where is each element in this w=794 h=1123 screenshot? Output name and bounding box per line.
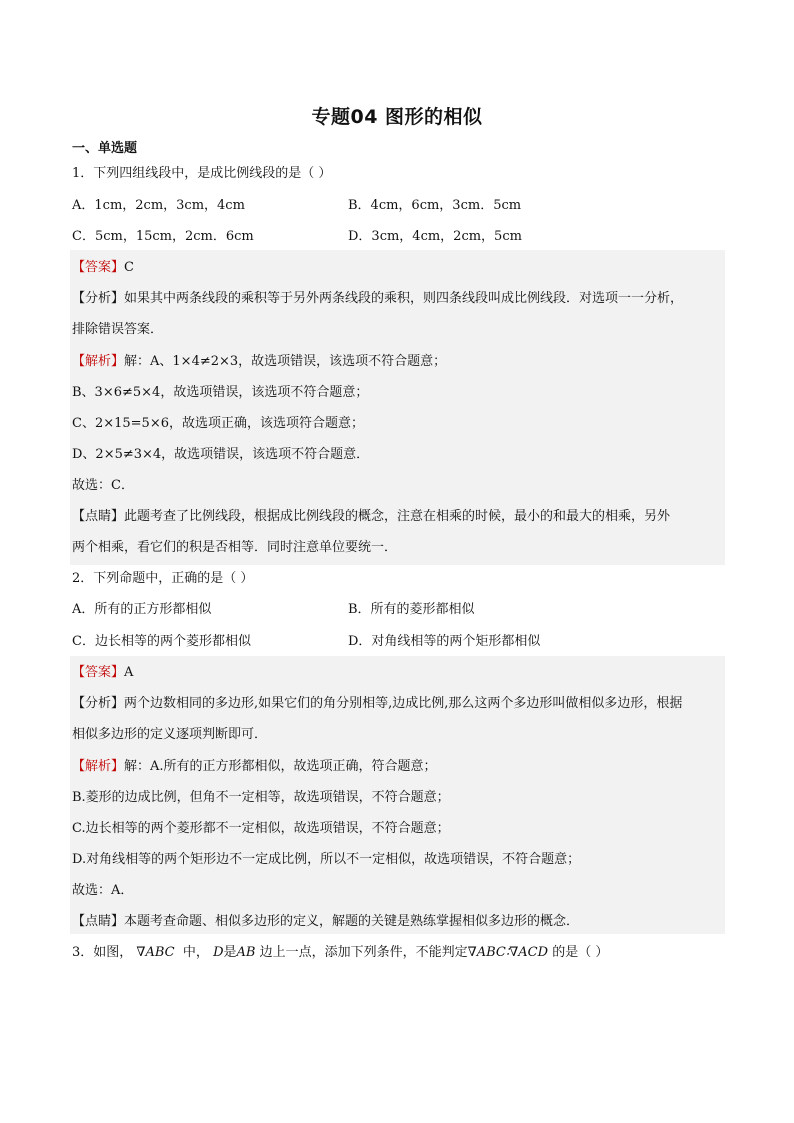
q2-option-d: D．对角线相等的两个矩形都相似 [348,634,541,649]
q2-option-b: B．所有的菱形都相似 [348,602,475,617]
q3-triangle-abc: ∇ABC [136,945,175,960]
answer-tag: 【答案】 [72,665,125,680]
q1-option-c: C．5cm，15cm，2cm．6cm [72,229,254,244]
q2-option-a: A．所有的正方形都相似 [72,602,212,617]
q3-segment-ab: AB [236,945,256,960]
q3-text-5: 的是（ ） [552,945,609,960]
q1-solution [72,353,723,371]
answer-tag: 【答案】 [72,260,125,275]
q2-solution-c: C.边长相等的两个菱形都不一定相似，故选项错误，不符合题意； [72,821,450,836]
comment-tag: 【点睛】 [72,509,125,524]
q2-solution-choice: 故选：A． [72,883,134,898]
q2-solution-d: D.对角线相等的两个矩形边不一定成比例，所以不一定相似，故选项错误，不符合题意； [72,852,581,867]
analysis-text: 如果其中两条线段的乘积等于另外两条线段的乘积，则四条线段叫成比例线段．对选项一一分析， [124,291,684,306]
analysis-tag: 【分析】 [72,291,125,306]
analysis-text: 两个边数相同的多边形,如果它们的角分别相等,边成比例,那么这两个多边形叫做相似多边形，根据 [124,696,683,711]
q1-comment [72,508,723,526]
q3-text-4: 边上一点，添加下列条件，不能判定 [259,945,468,960]
analysis-tag: 【分析】 [72,696,125,711]
q1-answer [72,259,723,277]
q1-solution-choice: 故选：C． [72,478,134,493]
comment-text: 本题考查命题、相似多边形的定义，解题的关键是熟练掌握相似多边形的概念． [124,914,580,929]
q1-analysis [72,290,723,308]
q2-solution [72,758,723,776]
answer-value: C [124,260,134,275]
solution-tag: 【解析】 [72,354,125,369]
page-title: 专题04 图形的相似 [311,106,483,128]
q1-option-d: D．3cm，4cm，2cm，5cm [348,229,522,244]
q1-solution-b: B、3×6≠5×4，故选项错误，该选项不符合题意； [72,385,369,400]
q3-point-d: D [213,945,224,960]
q2-solution-b: B.菱形的边成比例，但角不一定相等，故选项错误，不符合题意； [72,790,450,805]
q1-option-a: A．1cm，2cm，3cm，4cm [72,198,245,213]
q2-answer [72,664,723,682]
solution-tag: 【解析】 [72,759,125,774]
q1-option-b: B．4cm，6cm，3cm．5cm [348,198,522,213]
q1-solution-d: D、2×5≠3×4，故选项错误，该选项不符合题意． [72,447,370,462]
q2-analysis [72,695,723,713]
q1-comment-cont: 两个相乘，看它们的积是否相等．同时注意单位要统一． [72,540,398,555]
q1-analysis-cont: 排除错误答案． [72,322,164,337]
question-1-stem: 1．下列四组线段中，是成比例线段的是（ ） [72,166,332,181]
answer-value: A [124,665,134,680]
question-2-stem: 2．下列命题中，正确的是（ ） [72,571,254,586]
q3-text-3: 是 [223,945,237,960]
q1-solution-c: C、2×15=5×6，故选项正确，该选项符合题意； [72,416,364,431]
solution-text: 解：A、1×4≠2×3，故选项错误，该选项不符合题意； [124,354,447,369]
q3-similarity: ∇ABC∶∇ACD [467,945,549,960]
comment-text: 此题考查了比例线段，根据成比例线段的概念，注意在相乘的时候，最小的和最大的相乘，另外 [124,509,671,524]
q2-option-c: C．边长相等的两个菱形都相似 [72,634,251,649]
comment-tag: 【点睛】 [72,914,125,929]
q3-text-2: 中， [182,945,209,960]
q2-analysis-cont: 相似多边形的定义逐项判断即可． [72,727,268,742]
section-heading: 一、单选题 [72,141,138,156]
question-3-stem [72,944,723,962]
q3-text-1: 3．如图， [72,945,133,960]
solution-text: 解：A.所有的正方形都相似，故选项正确，符合题意； [124,759,437,774]
q2-comment [72,913,723,931]
